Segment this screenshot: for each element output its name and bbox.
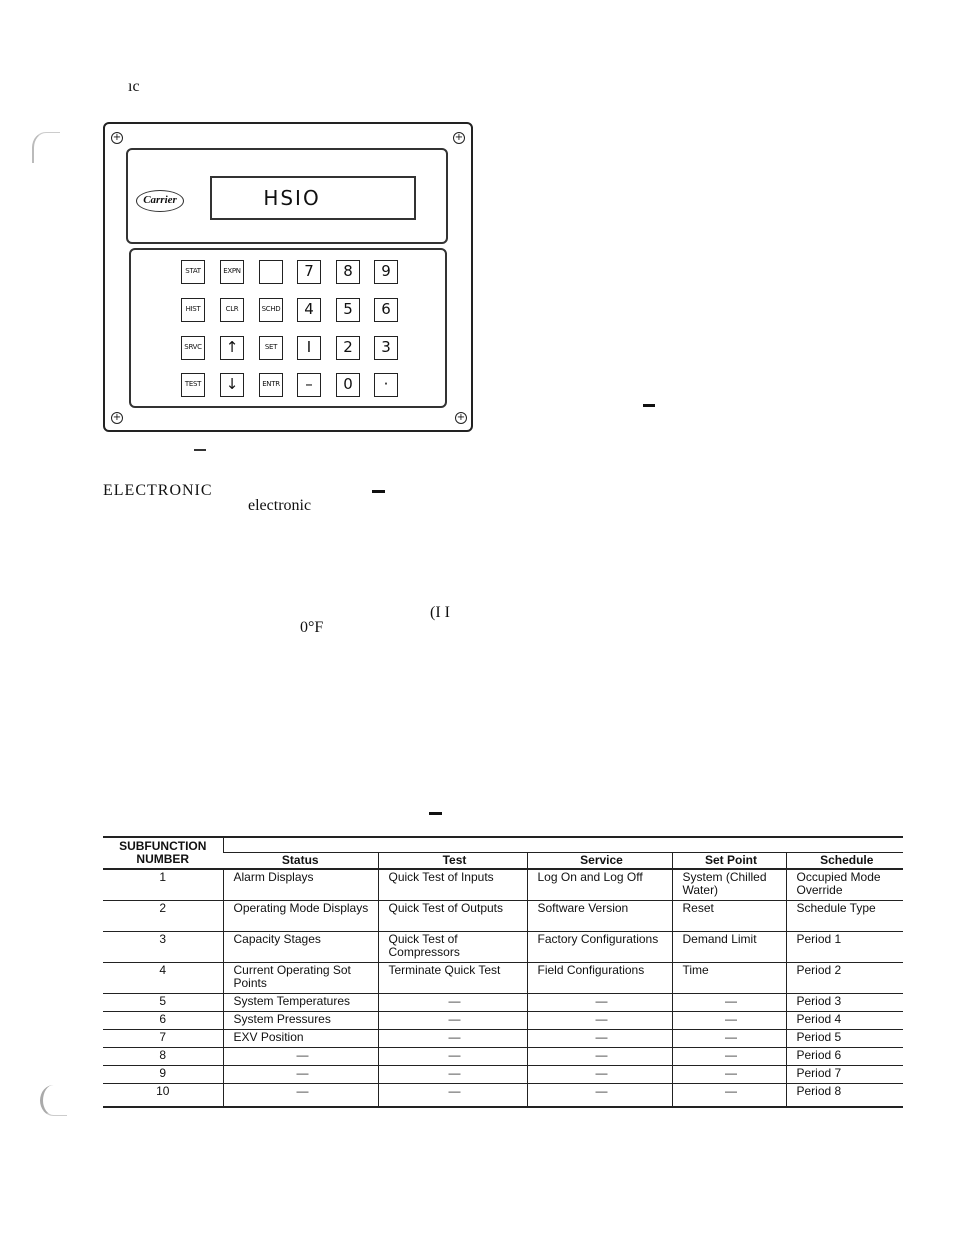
subfunction-number: 8	[103, 1048, 223, 1066]
display-housing	[126, 148, 448, 244]
keypad	[129, 248, 447, 408]
table-row	[103, 1048, 903, 1066]
functions-table	[103, 836, 903, 1108]
keypad-key[interactable]: I	[297, 336, 321, 360]
table-cell: Alarm Displays	[223, 869, 378, 901]
functions-group-header	[223, 837, 903, 853]
table-cell: —	[672, 1084, 786, 1108]
keypad-key[interactable]: 7	[297, 260, 321, 284]
table-cell: Time	[672, 963, 786, 994]
keypad-key[interactable]: EXPN	[220, 260, 244, 284]
table-cell: Period 2	[786, 963, 903, 994]
table-cell: Period 4	[786, 1012, 903, 1030]
dash-mark	[643, 404, 655, 407]
column-header: Set Point	[672, 853, 786, 870]
table-cell: —	[378, 994, 527, 1012]
table-cell: —	[527, 994, 672, 1012]
table-cell: Software Version	[527, 901, 672, 932]
table-row	[103, 1030, 903, 1048]
table-row	[103, 932, 903, 963]
table-cell: System Temperatures	[223, 994, 378, 1012]
table-row	[103, 901, 903, 932]
column-header: Service	[527, 853, 672, 870]
subfunction-number: 1	[103, 869, 223, 901]
keypad-key[interactable]: ENTR	[259, 373, 283, 397]
keypad-key[interactable]: TEST	[181, 373, 205, 397]
keypad-key[interactable]: SCHD	[259, 298, 283, 322]
table-cell: Terminate Quick Test	[378, 963, 527, 994]
dash-mark	[194, 449, 206, 451]
table-cell: —	[223, 1066, 378, 1084]
keypad-key[interactable]: ·	[374, 373, 398, 397]
table-cell: Period 7	[786, 1066, 903, 1084]
table-row	[103, 1012, 903, 1030]
keypad-key[interactable]: 3	[374, 336, 398, 360]
table-row	[103, 963, 903, 994]
table-cell: Operating Mode Displays	[223, 901, 378, 932]
keypad-key[interactable]: 0	[336, 373, 360, 397]
table-row	[103, 1084, 903, 1108]
table-cell: —	[378, 1048, 527, 1066]
table-cell: Factory Configurations	[527, 932, 672, 963]
dash-mark	[372, 490, 385, 493]
keypad-key[interactable]: 4	[297, 298, 321, 322]
column-header: Test	[378, 853, 527, 870]
table-cell: —	[672, 1048, 786, 1066]
keypad-key[interactable]: STAT	[181, 260, 205, 284]
table-cell: Quick Test of Inputs	[378, 869, 527, 901]
heading-fragment-electronic: ELECTRONIC	[103, 482, 213, 499]
table-cell: —	[378, 1030, 527, 1048]
carrier-logo: Carrier	[136, 190, 184, 212]
table-cell: Demand Limit	[672, 932, 786, 963]
subfunction-number: 3	[103, 932, 223, 963]
screw-icon: +	[112, 132, 122, 143]
subfunction-number: 2	[103, 901, 223, 932]
display-window	[210, 176, 416, 220]
text-fragment-temp: 0°F	[300, 619, 324, 636]
table-row	[103, 1066, 903, 1084]
table-cell: Quick Test of Compressors	[378, 932, 527, 963]
subfunction-header: SUBFUNCTION NUMBER	[103, 837, 223, 869]
subfunction-number: 7	[103, 1030, 223, 1048]
table-cell: —	[223, 1048, 378, 1066]
table-cell: —	[672, 1030, 786, 1048]
subfunction-number: 6	[103, 1012, 223, 1030]
table-cell: —	[378, 1012, 527, 1030]
table-cell: System Pressures	[223, 1012, 378, 1030]
table-cell: System (Chilled Water)	[672, 869, 786, 901]
text-fragment-paren: (I I	[430, 604, 450, 621]
screw-icon: +	[454, 132, 464, 143]
keypad-key[interactable]: ↓	[220, 373, 244, 397]
table-cell: Period 6	[786, 1048, 903, 1066]
keypad-key[interactable]: HIST	[181, 298, 205, 322]
table-cell: Period 1	[786, 932, 903, 963]
keypad-key[interactable]: SET	[259, 336, 283, 360]
text-fragment-top: ıc	[128, 78, 140, 95]
keypad-display-module	[103, 122, 473, 432]
table-cell: EXV Position	[223, 1030, 378, 1048]
subfunction-number: 10	[103, 1084, 223, 1108]
table-cell: —	[527, 1066, 672, 1084]
table-cell: Current Operating Sot Points	[223, 963, 378, 994]
table-cell: Occupied Mode Override	[786, 869, 903, 901]
keypad-key[interactable]: 5	[336, 298, 360, 322]
screw-icon: +	[112, 412, 122, 423]
keypad-key[interactable]: SRVC	[181, 336, 205, 360]
keypad-key[interactable]: ↑	[220, 336, 244, 360]
table-cell: —	[527, 1048, 672, 1066]
column-header: Status	[223, 853, 378, 870]
display-readout: HSIO	[263, 186, 321, 210]
table-cell: —	[223, 1084, 378, 1108]
keypad-key[interactable]: –	[297, 373, 321, 397]
keypad-key[interactable]: 9	[374, 260, 398, 284]
table-cell: —	[378, 1084, 527, 1108]
table-cell: Schedule Type	[786, 901, 903, 932]
table-cell: —	[527, 1012, 672, 1030]
table-cell: Period 5	[786, 1030, 903, 1048]
scan-mark	[32, 132, 60, 163]
table-cell: Field Configurations	[527, 963, 672, 994]
keypad-key[interactable]: 2	[336, 336, 360, 360]
table-cell: —	[378, 1066, 527, 1084]
subfunction-number: 9	[103, 1066, 223, 1084]
keypad-key[interactable]: 8	[336, 260, 360, 284]
screw-icon: +	[456, 412, 466, 423]
subfunction-number: 4	[103, 963, 223, 994]
table-cell: Capacity Stages	[223, 932, 378, 963]
table-cell: Reset	[672, 901, 786, 932]
table-cell: Quick Test of Outputs	[378, 901, 527, 932]
text-fragment-electronic: electronic	[248, 497, 312, 514]
subfunction-number: 5	[103, 994, 223, 1012]
table-cell: —	[672, 1012, 786, 1030]
table-cell: —	[527, 1030, 672, 1048]
scan-mark	[40, 1085, 67, 1116]
keypad-key[interactable]: CLR	[220, 298, 244, 322]
dash-mark	[429, 812, 442, 815]
table-cell: Log On and Log Off	[527, 869, 672, 901]
table-cell: Period 3	[786, 994, 903, 1012]
table-cell: —	[527, 1084, 672, 1108]
table-cell: Period 8	[786, 1084, 903, 1108]
table-row	[103, 994, 903, 1012]
column-header: Schedule	[786, 853, 903, 870]
table-cell: —	[672, 1066, 786, 1084]
table-cell: —	[672, 994, 786, 1012]
table-row	[103, 869, 903, 901]
keypad-key[interactable]	[259, 260, 283, 284]
keypad-key[interactable]: 6	[374, 298, 398, 322]
